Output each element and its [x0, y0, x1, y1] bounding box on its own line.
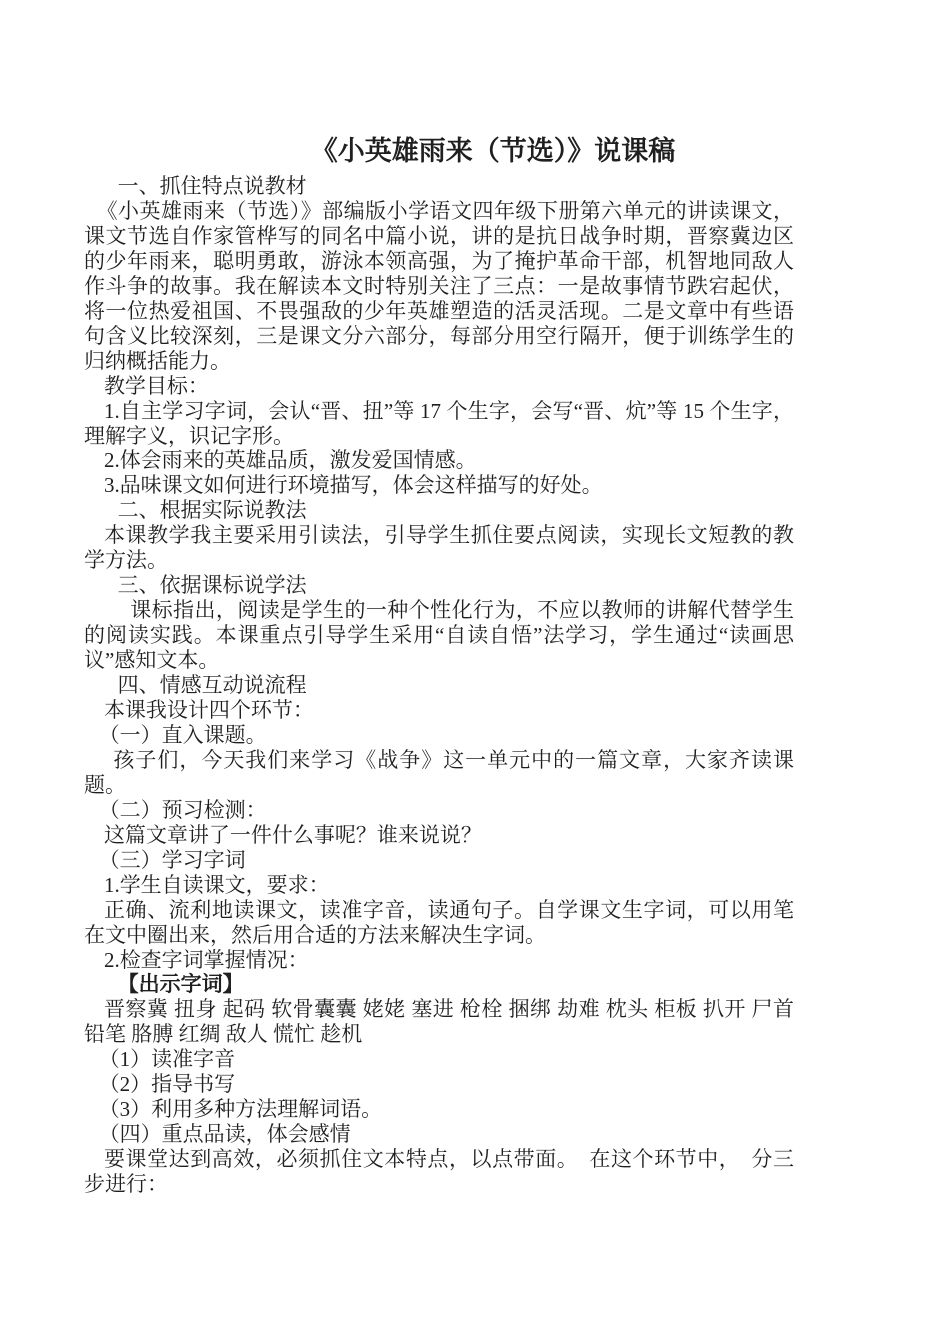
section-heading: 一、抓住特点说教材 — [117, 174, 307, 198]
paragraph: 3.品味课文如何进行环境描写，体会这样描写的好处。 — [103, 473, 603, 498]
paragraph: （一）直入课题。 — [98, 722, 267, 747]
paragraph: 教学目标： — [103, 373, 209, 398]
paragraph: 《小英雄雨来（节选）》部编版小学语文四年级下册第六单元的讲读课文，课文节选自作家管桦写的同名中篇小说，讲的是抗日战争时期，晋察冀边区的少年雨来，聪明勇敢，游泳本领高强，为了掩护革命干部，机智地同敌人作斗争的故事。我在解读本文时特别关注了三点：一是故事情节跌宕起伏，将一位热爱祖国、不畏强敌的少年英雄塑造的活灵活现。二是文章中有些语句含义比较深刻，三是课文分六部分，每部分用空行隔开，便于训练学生的归纳概括能力。 — [84, 198, 794, 373]
bold-label: 【出示字词】 — [117, 972, 244, 996]
document-title: 《小英雄雨来（节选）》说课稿 — [310, 136, 676, 166]
paragraph: 课标指出，阅读是学生的一种个性化行为，不应以教师的讲解代替学生的阅读实践。本课重点引导学生采用“自读自悟”法学习，学生通过“读画思议”感知文本。 — [84, 598, 794, 673]
document-body — [84, 174, 794, 1197]
paragraph: 本课教学我主要采用引读法，引导学生抓住要点阅读，实现长文短教的教学方法。 — [84, 523, 794, 573]
paragraph: 孩子们，今天我们来学习《战争》这一单元中的一篇文章，大家齐读课题。 — [84, 747, 794, 797]
paragraph: 1.自主学习字词，会认“晋、扭”等 17 个生字，会写“晋、炕”等 15 个生字，理解字义，识记字形。 — [84, 398, 794, 448]
section-heading: 二、根据实际说教法 — [117, 498, 307, 523]
paragraph: （四）重点品读，体会感情 — [98, 1122, 351, 1147]
section-heading: 四、情感互动说流程 — [117, 673, 307, 698]
section-heading: 三、依据课标说学法 — [117, 573, 307, 598]
paragraph: 这篇文章讲了一件什么事呢？谁来说说？ — [103, 822, 482, 847]
paragraph: 正确、流利地读课文，读准字音，读通句子。自学课文生字词，可以用笔在文中圈出来，然后用合适的方法来解决生字词。 — [84, 897, 794, 947]
paragraph: 2.体会雨来的英雄品质，激发爱国情感。 — [103, 448, 477, 473]
paragraph: （2）指导书写 — [98, 1072, 236, 1097]
word-list: 晋察冀 扭身 起码 软骨囊囊 姥姥 塞进 枪栓 捆绑 劫难 枕头 柜板 扒开 尸首 铅笔 胳膊 红绸 敌人 慌忙 趁机 — [84, 997, 794, 1047]
paragraph: （3）利用多种方法理解词语。 — [98, 1097, 383, 1122]
paragraph: （二）预习检测： — [98, 797, 267, 822]
paragraph: （1）读准字音 — [98, 1047, 236, 1072]
paragraph: 2.检查字词掌握情况： — [103, 947, 309, 972]
paragraph: （三）学习字词 — [98, 847, 246, 872]
paragraph: 本课我设计四个环节： — [103, 698, 314, 723]
paragraph: 1.学生自读课文，要求： — [103, 872, 330, 897]
paragraph: 要课堂达到高效，必须抓住文本特点，以点带面。 在这个环节中， 分三步进行： — [84, 1147, 794, 1197]
